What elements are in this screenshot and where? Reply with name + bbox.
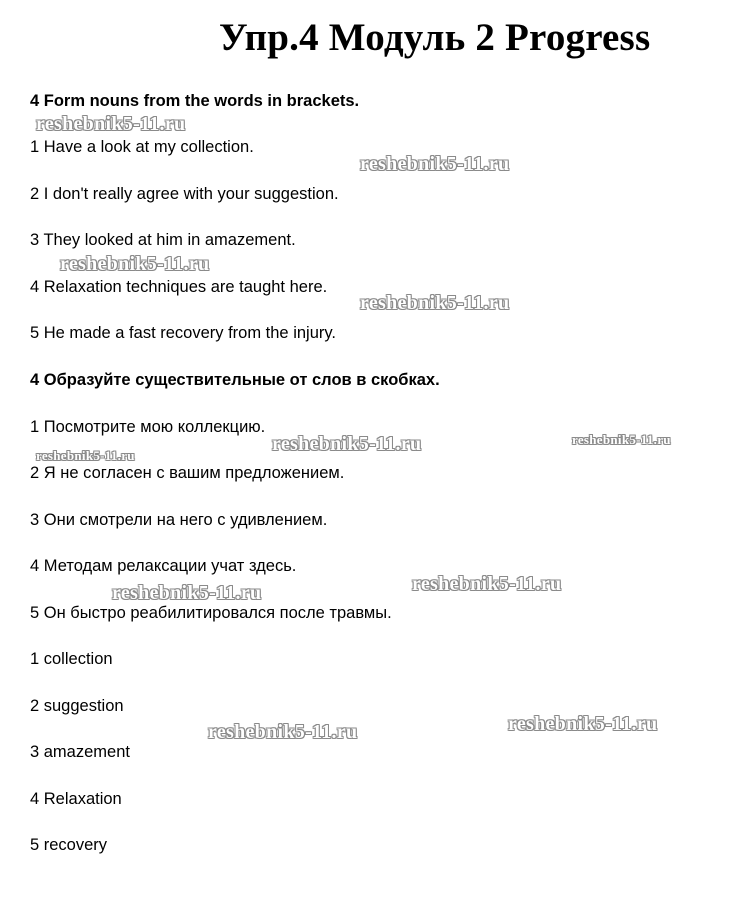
answer-3: 3 amazement (30, 743, 130, 761)
sentence-ru-4: 4 Методам релаксации учат здесь. (30, 557, 297, 575)
page-title: Упр.4 Модуль 2 Progress (219, 16, 651, 59)
sentence-en-5: 5 He made a fast recovery from the injury. (30, 324, 336, 342)
watermark: reshebnik5-11.ru (360, 292, 510, 314)
watermark: reshebnik5-11.ru (36, 113, 186, 135)
sentence-en-2: 2 I don't really agree with your suggestion. (30, 185, 339, 203)
sentence-en-3: 3 They looked at him in amazement. (30, 231, 296, 249)
sentence-en-1: 1 Have a look at my collection. (30, 138, 254, 156)
sentence-ru-2: 2 Я не согласен с вашим предложением. (30, 464, 345, 482)
watermark: reshebnik5-11.ru (508, 713, 658, 735)
exercise-heading-en: 4 Form nouns from the words in brackets. (30, 92, 360, 110)
answer-4: 4 Relaxation (30, 790, 122, 808)
watermark: reshebnik5-11.ru (572, 432, 671, 447)
exercise-heading-ru: 4 Образуйте существительные от слов в скобках. (30, 371, 440, 389)
watermark: reshebnik5-11.ru (272, 433, 422, 455)
watermark: reshebnik5-11.ru (36, 448, 135, 463)
sentence-ru-1: 1 Посмотрите мою коллекцию. (30, 418, 266, 436)
answer-1: 1 collection (30, 650, 113, 668)
watermark: reshebnik5-11.ru (412, 573, 562, 595)
sentence-ru-5: 5 Он быстро реабилитировался после травмы. (30, 604, 392, 622)
watermark: reshebnik5-11.ru (112, 582, 262, 604)
answer-5: 5 recovery (30, 836, 108, 854)
answer-2: 2 suggestion (30, 697, 124, 715)
watermark: reshebnik5-11.ru (208, 721, 358, 743)
sentence-en-4: 4 Relaxation techniques are taught here. (30, 278, 328, 296)
watermark: reshebnik5-11.ru (60, 253, 210, 275)
sentence-ru-3: 3 Они смотрели на него с удивлением. (30, 511, 328, 529)
watermark: reshebnik5-11.ru (360, 153, 510, 175)
